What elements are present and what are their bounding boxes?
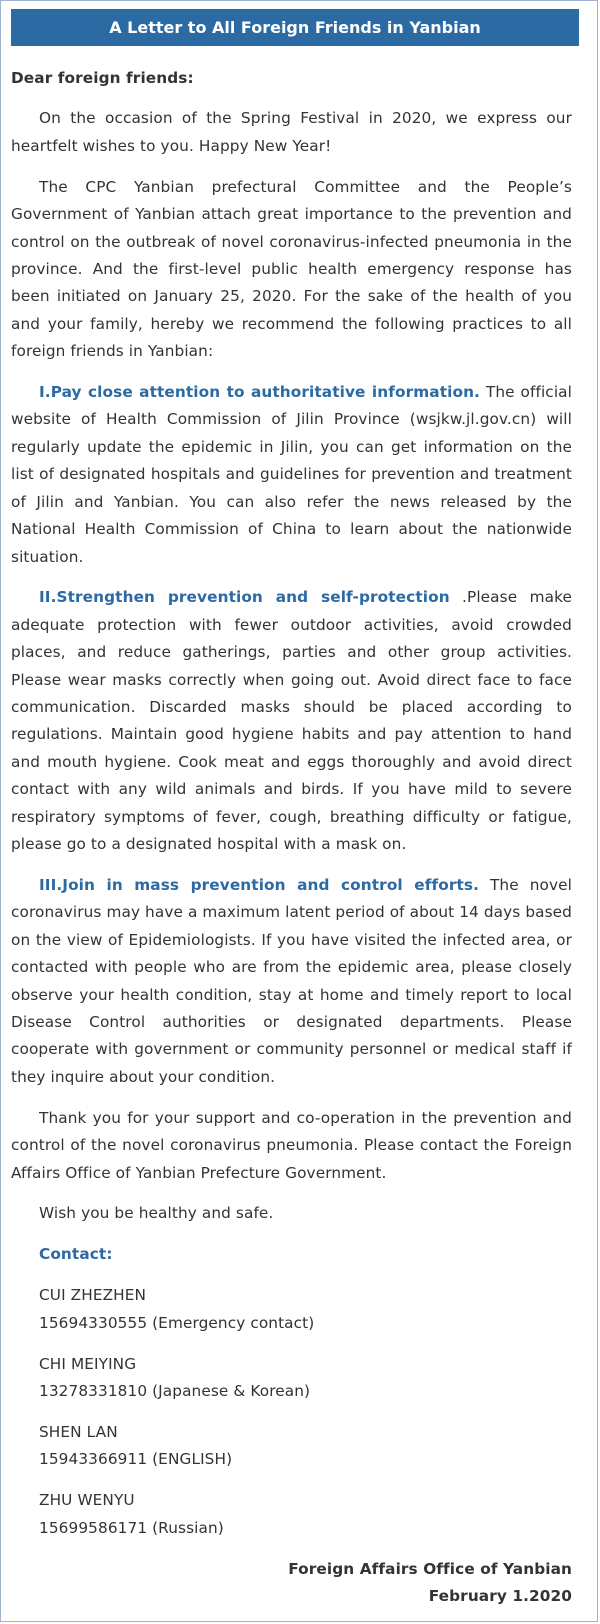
signature-block (11, 1556, 572, 1611)
contact-phone: 13278331810 (Japanese & Korean) (39, 1381, 311, 1400)
signature-organization: Foreign Affairs Office of Yanbian (288, 1559, 572, 1578)
section-heading-3: III.Join in mass prevention and control efforts. (39, 875, 479, 894)
section-mass-prevention (11, 872, 572, 1091)
paragraph-background: The CPC Yanbian prefectural Committee and the People’s Government of Yanbian attach great importance to the prevention and control on the outbreak of novel coronavirus-infected pneumonia in the province. And the first-level public health emergency response has been initiated on January 25, 2020. For the sake of the health of you and your family, hereby we recommend the following practices to all foreign friends in Yanbian: (11, 177, 572, 361)
paragraph-thanks: Thank you for your support and co-operation in the prevention and control of the novel coronavirus pneumonia. Please contact the Foreign Affairs Office of Yanbian Prefecture Government. (11, 1108, 572, 1182)
contact-name: SHEN LAN (39, 1422, 118, 1441)
greeting: Dear foreign friends: (11, 69, 194, 87)
contact-entry (39, 1487, 572, 1542)
contact-name: ZHU WENYU (39, 1491, 135, 1510)
section-body-1: The official website of Health Commission of Jilin Province (wsjkw.jl.gov.cn) will regularly update the epidemic in Jilin, you can get information on the list of designated hospitals and guidelines for prevention and treatment of Jilin and Yanbian. You can also refer the news released by the National Health Commission of China to learn about the nationwide situation. (11, 383, 572, 566)
letter-body (11, 65, 572, 1610)
contact-name: CHI MEIYING (39, 1354, 137, 1373)
section-heading-1: I.Pay close attention to authoritative information. (39, 383, 480, 402)
page-title: A Letter to All Foreign Friends in Yanbian (11, 9, 579, 46)
section-authoritative-information (11, 379, 572, 571)
section-self-protection (11, 584, 572, 858)
contact-entry (39, 1351, 572, 1406)
section-heading-2: II.Strengthen prevention and self-protection (39, 588, 450, 607)
paragraph-festival-wishes: On the occasion of the Spring Festival in 2020, we express our heartfelt wishes to you. Happy New Year! (11, 109, 572, 155)
contact-phone: 15943366911 (ENGLISH) (39, 1450, 233, 1469)
contact-entry (39, 1282, 572, 1337)
contact-entry (39, 1419, 572, 1474)
paragraph-wish: Wish you be healthy and safe. (39, 1204, 274, 1223)
section-body-2: .Please make adequate protection with fewer outdoor activities, avoid crowded places, and reduce gatherings, parties and other group activities. Please wear masks correctly when going out. Avoid direct face to face communication. Discarded masks should be placed according to regulations. Maintain good hygiene habits and pay attention to hand and mouth hygiene. Cook meat and eggs thoroughly and avoid direct contact with any wild animals and birds. If you have mild to severe respiratory symptoms of fever, cough, breathing difficulty or fatigue, please go to a designated hospital with a mask on. (11, 588, 572, 854)
section-body-3: The novel coronavirus may have a maximum latent period of about 14 days based on the view of Epidemiologists. If you have visited the infected area, or contacted with people who are from the epidemic area, please closely observe your health condition, stay at home and timely report to local Disease Control authorities or designated departments. Please cooperate with government or community personnel or medical staff if they inquire about your condition. (11, 875, 572, 1086)
signature-date: February 1.2020 (428, 1586, 572, 1605)
contact-name: CUI ZHEZHEN (39, 1286, 147, 1305)
contact-phone: 15699586171 (Russian) (39, 1518, 224, 1537)
contact-heading: Contact: (39, 1245, 113, 1264)
contact-phone: 15694330555 (Emergency contact) (39, 1313, 315, 1332)
